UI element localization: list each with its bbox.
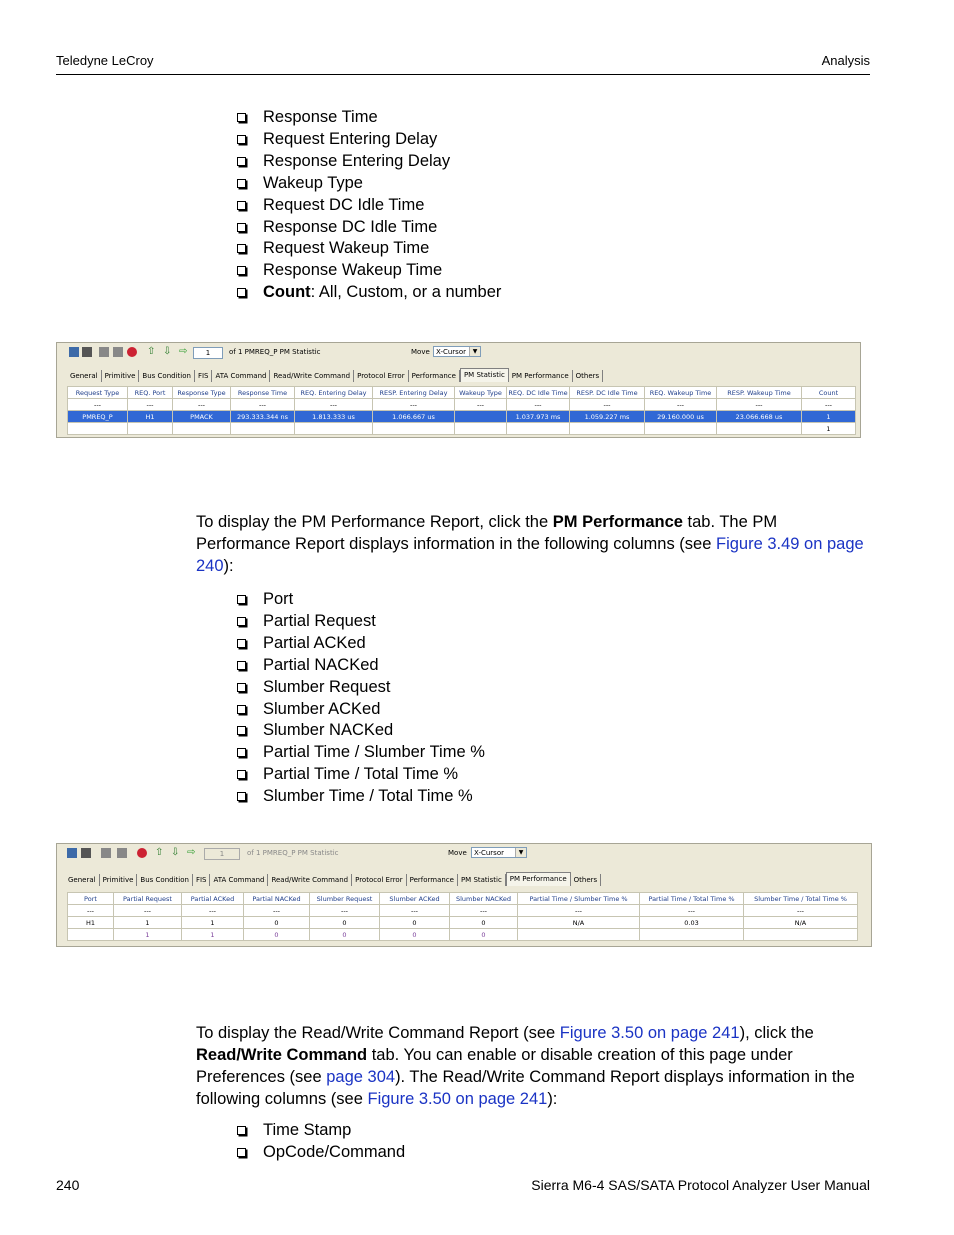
print-icon[interactable] bbox=[101, 848, 111, 858]
tab-fis[interactable]: FIS bbox=[193, 874, 211, 886]
table-cell: --- bbox=[114, 905, 182, 917]
list-item-text: Wakeup Type bbox=[263, 173, 363, 192]
table-cell: --- bbox=[295, 399, 373, 411]
tab-ata-command[interactable]: ATA Command bbox=[210, 874, 268, 886]
list-item-text: OpCode/Command bbox=[263, 1142, 406, 1161]
list-item bbox=[237, 655, 485, 677]
column-header[interactable]: RESP. Entering Delay bbox=[373, 387, 455, 399]
column-header[interactable]: Request Type bbox=[68, 387, 128, 399]
column-header[interactable]: Partial NACKed bbox=[244, 893, 310, 905]
grid-left-strip bbox=[57, 892, 67, 946]
table-cell: --- bbox=[310, 905, 380, 917]
tab-fis[interactable]: FIS bbox=[195, 370, 213, 382]
checkbox-bullet-icon bbox=[237, 157, 246, 166]
para-bold: Read/Write Command bbox=[196, 1046, 368, 1064]
table-row[interactable] bbox=[68, 929, 858, 941]
list-item bbox=[237, 195, 501, 217]
list-item bbox=[237, 173, 501, 195]
list-item bbox=[237, 699, 485, 721]
arrow-up-icon[interactable]: ⇧ bbox=[155, 847, 164, 858]
print-icon[interactable] bbox=[99, 347, 109, 357]
table-cell: --- bbox=[231, 399, 295, 411]
list-item-text: Partial ACKed bbox=[263, 633, 366, 652]
list-item-bold: Count bbox=[263, 283, 311, 302]
list-item-text: Partial NACKed bbox=[263, 655, 379, 674]
column-header[interactable]: Slumber ACKed bbox=[380, 893, 450, 905]
tab-general[interactable]: General bbox=[67, 370, 102, 382]
table-cell bbox=[295, 423, 373, 435]
table-cell bbox=[68, 423, 128, 435]
list-item bbox=[237, 217, 501, 239]
checkbox-bullet-icon bbox=[237, 770, 246, 779]
table-cell bbox=[373, 423, 455, 435]
table-row[interactable] bbox=[68, 905, 858, 917]
column-header[interactable]: Wakeup Type bbox=[455, 387, 507, 399]
table-cell: --- bbox=[570, 399, 645, 411]
tab-others[interactable]: Others bbox=[571, 874, 602, 886]
column-header[interactable]: Slumber NACKed bbox=[450, 893, 518, 905]
report-tabs bbox=[67, 370, 603, 382]
table-row[interactable] bbox=[68, 917, 858, 929]
table-cell: --- bbox=[68, 905, 114, 917]
arrow-right-icon[interactable]: ⇨ bbox=[179, 346, 188, 357]
table-cell bbox=[68, 929, 114, 941]
list-item-text: Response DC Idle Time bbox=[263, 217, 438, 236]
header-right: Analysis bbox=[821, 53, 870, 68]
list-item bbox=[237, 1120, 405, 1142]
figure-link[interactable]: Figure 3.49 on page 240 bbox=[196, 535, 864, 575]
column-header[interactable]: REQ. DC Idle Time bbox=[508, 388, 568, 397]
checkbox-bullet-icon bbox=[237, 617, 246, 626]
column-header[interactable]: Partial ACKed bbox=[182, 893, 244, 905]
table-cell: --- bbox=[68, 399, 128, 411]
table-cell bbox=[507, 423, 570, 435]
column-header[interactable]: RESP. Wakeup Time bbox=[717, 387, 802, 399]
list-item-text: Partial Time / Total Time % bbox=[263, 765, 459, 784]
checkbox-bullet-icon bbox=[237, 223, 246, 232]
column-header[interactable]: REQ. Entering Delay bbox=[295, 387, 373, 399]
list-item-text: Request Entering Delay bbox=[263, 129, 438, 148]
list-item-text: Partial Time / Slumber Time % bbox=[263, 743, 485, 762]
list-item-text: Slumber ACKed bbox=[263, 699, 381, 718]
table-cell: 0 bbox=[244, 929, 310, 941]
manual-title: Sierra M6-4 SAS/SATA Protocol Analyzer User Manual bbox=[531, 1177, 870, 1193]
table-cell: 0 bbox=[380, 917, 450, 929]
tab-bus-condition[interactable]: Bus Condition bbox=[137, 874, 193, 886]
table-row[interactable] bbox=[68, 423, 856, 435]
report-tabs bbox=[65, 874, 601, 886]
disk-icon[interactable] bbox=[81, 848, 91, 858]
page-number-input[interactable]: 1 bbox=[193, 347, 223, 359]
page-info-text: of 1 PMREQ_P PM Statistic bbox=[229, 348, 321, 356]
table-cell: 1.066.667 us bbox=[373, 411, 455, 423]
table-cell bbox=[231, 423, 295, 435]
list-item bbox=[237, 238, 501, 260]
checkbox-bullet-icon bbox=[237, 595, 246, 604]
table-row[interactable] bbox=[68, 411, 856, 423]
list-item-text: Request Wakeup Time bbox=[263, 239, 430, 258]
arrow-up-icon[interactable]: ⇧ bbox=[147, 346, 156, 357]
list-item-text: : All, Custom, or a number bbox=[310, 283, 502, 302]
table-cell bbox=[128, 423, 173, 435]
checkbox-bullet-icon bbox=[237, 661, 246, 670]
list-item-text: Time Stamp bbox=[263, 1121, 352, 1139]
table-cell: --- bbox=[244, 905, 310, 917]
arrow-down-icon[interactable]: ⇩ bbox=[171, 847, 180, 858]
checkbox-bullet-icon bbox=[237, 639, 246, 648]
pm-performance-screenshot bbox=[56, 843, 872, 947]
tab-read-write-command[interactable]: Read/Write Command bbox=[270, 370, 354, 382]
pm-performance-table bbox=[67, 892, 858, 941]
toolbar bbox=[57, 343, 860, 361]
para-text: ): bbox=[547, 1090, 558, 1108]
list-item bbox=[237, 151, 501, 173]
table-cell: H1 bbox=[128, 411, 173, 423]
list-item bbox=[237, 282, 501, 304]
print-preview-icon[interactable] bbox=[117, 848, 127, 858]
list-item-text: Response Wakeup Time bbox=[263, 261, 443, 280]
chart-icon[interactable] bbox=[127, 347, 137, 357]
table-cell: 1.813.333 us bbox=[295, 411, 373, 423]
table-cell: --- bbox=[450, 905, 518, 917]
list-item bbox=[237, 589, 485, 611]
tab-pm-statistic[interactable]: PM Statistic bbox=[458, 874, 506, 886]
chevron-down-icon[interactable]: ▼ bbox=[469, 347, 480, 356]
table-cell: --- bbox=[640, 905, 744, 917]
checkbox-bullet-icon bbox=[237, 705, 246, 714]
checkbox-bullet-icon bbox=[237, 683, 246, 692]
table-cell bbox=[455, 411, 507, 423]
para-text: ): bbox=[223, 557, 234, 575]
table-cell: 1 bbox=[182, 917, 244, 929]
list-item bbox=[237, 786, 485, 808]
pm-statistic-table bbox=[67, 386, 856, 435]
table-cell: --- bbox=[455, 399, 507, 411]
tab-protocol-error[interactable]: Protocol Error bbox=[354, 370, 409, 382]
table-cell: --- bbox=[182, 905, 244, 917]
tab-general[interactable]: General bbox=[65, 874, 100, 886]
pm-performance-paragraph bbox=[196, 511, 876, 577]
move-select-value: X-Cursor bbox=[474, 849, 504, 857]
table-cell bbox=[518, 929, 640, 941]
bullet-list-readwrite-columns bbox=[237, 1120, 405, 1164]
column-header[interactable]: Partial Time / Total Time % bbox=[640, 893, 744, 905]
list-item bbox=[237, 107, 501, 129]
checkbox-bullet-icon bbox=[237, 179, 246, 188]
move-label: Move bbox=[448, 849, 467, 857]
bullet-list-performance-columns bbox=[237, 589, 485, 808]
para-text: To display the PM Performance Report, click the bbox=[196, 513, 553, 531]
tab-performance[interactable]: Performance bbox=[409, 370, 460, 382]
column-header[interactable]: Count bbox=[802, 387, 856, 399]
list-item-text: Partial Request bbox=[263, 611, 376, 630]
column-header[interactable]: REQ. Port bbox=[128, 387, 173, 399]
para-text: tab. You can enable or disable creation of this page under Preferences (see bbox=[196, 1046, 793, 1086]
para-text: To display the Read/Write Command Report (see bbox=[196, 1024, 560, 1042]
column-header[interactable]: Slumber Request bbox=[310, 893, 380, 905]
table-cell bbox=[717, 423, 802, 435]
page-number-input[interactable]: 1 bbox=[204, 848, 240, 860]
list-item bbox=[237, 720, 485, 742]
table-cell: N/A bbox=[518, 917, 640, 929]
toolbar bbox=[57, 844, 871, 862]
table-cell: 0 bbox=[310, 929, 380, 941]
tab-pm-performance[interactable]: PM Performance bbox=[509, 370, 573, 382]
figure-link[interactable]: Figure 3.50 on page 241 bbox=[559, 1024, 740, 1042]
table-cell: --- bbox=[128, 399, 173, 411]
table-cell: 0.03 bbox=[640, 917, 744, 929]
tab-read-write-command[interactable]: Read/Write Command bbox=[268, 874, 352, 886]
list-item-text: Slumber Request bbox=[263, 677, 391, 696]
figure-link[interactable]: Figure 3.50 on page 241 bbox=[367, 1090, 548, 1108]
chevron-down-icon[interactable]: ▼ bbox=[515, 848, 526, 857]
table-cell: 29.160.000 us bbox=[645, 411, 717, 423]
column-header[interactable]: Response Time bbox=[231, 387, 295, 399]
page-link[interactable]: page 304 bbox=[326, 1068, 396, 1086]
list-item-text: Slumber NACKed bbox=[263, 721, 394, 740]
table-cell: H1 bbox=[68, 917, 114, 929]
move-select-value: X-Cursor bbox=[436, 348, 466, 356]
table-cell: 293.333.344 ns bbox=[231, 411, 295, 423]
list-item bbox=[237, 764, 485, 786]
header-rule bbox=[56, 74, 870, 75]
column-header[interactable]: Response Type bbox=[173, 387, 231, 399]
checkbox-bullet-icon bbox=[237, 1148, 246, 1157]
checkbox-bullet-icon bbox=[237, 113, 246, 122]
table-cell bbox=[173, 423, 231, 435]
table-cell: 1.037.973 ms bbox=[507, 411, 570, 423]
checkbox-bullet-icon bbox=[237, 792, 246, 801]
tab-bus-condition[interactable]: Bus Condition bbox=[139, 370, 195, 382]
table-cell: --- bbox=[380, 905, 450, 917]
column-header[interactable]: Port bbox=[68, 893, 114, 905]
table-cell bbox=[744, 929, 858, 941]
chart-icon[interactable] bbox=[137, 848, 147, 858]
table-cell: 0 bbox=[244, 917, 310, 929]
checkbox-bullet-icon bbox=[237, 288, 246, 297]
table-cell: --- bbox=[744, 905, 858, 917]
table-cell bbox=[640, 929, 744, 941]
bullet-list-statistic-columns bbox=[237, 107, 501, 304]
table-cell: --- bbox=[373, 399, 455, 411]
list-item bbox=[237, 677, 485, 699]
tab-primitive[interactable]: Primitive bbox=[102, 370, 140, 382]
table-header-row bbox=[68, 893, 858, 905]
list-item bbox=[237, 611, 485, 633]
table-cell: 1 bbox=[182, 929, 244, 941]
checkbox-bullet-icon bbox=[237, 726, 246, 735]
checkbox-bullet-icon bbox=[237, 748, 246, 757]
pm-statistic-screenshot bbox=[56, 342, 861, 438]
tab-others[interactable]: Others bbox=[573, 370, 604, 382]
list-item-text: Response Entering Delay bbox=[263, 151, 451, 170]
table-row[interactable] bbox=[68, 399, 856, 411]
column-header[interactable]: RESP. DC Idle Time bbox=[570, 387, 645, 399]
save-icon[interactable] bbox=[69, 347, 79, 357]
page-number: 240 bbox=[56, 1177, 80, 1193]
list-item-text: Response Time bbox=[263, 108, 378, 126]
checkbox-bullet-icon bbox=[237, 1126, 246, 1135]
list-item bbox=[237, 129, 501, 151]
move-select[interactable] bbox=[433, 346, 481, 357]
table-cell bbox=[455, 423, 507, 435]
table-cell: 0 bbox=[310, 917, 380, 929]
table-cell: --- bbox=[645, 399, 717, 411]
tab-ata-command[interactable]: ATA Command bbox=[212, 370, 270, 382]
save-icon[interactable] bbox=[67, 848, 77, 858]
page-info-text: of 1 PMREQ_P PM Statistic bbox=[247, 849, 339, 857]
column-header[interactable]: Partial Request bbox=[114, 893, 182, 905]
table-cell: 1 bbox=[114, 929, 182, 941]
table-cell: 1 bbox=[802, 423, 856, 435]
list-item bbox=[237, 633, 485, 655]
tab-performance[interactable]: Performance bbox=[407, 874, 458, 886]
table-header-row bbox=[68, 387, 856, 399]
table-cell: --- bbox=[173, 399, 231, 411]
para-text: ), click the bbox=[739, 1024, 814, 1042]
arrow-down-icon[interactable]: ⇩ bbox=[163, 346, 172, 357]
table-cell bbox=[570, 423, 645, 435]
column-header[interactable]: Partial Time / Slumber Time % bbox=[518, 893, 640, 905]
table-cell: 1 bbox=[114, 917, 182, 929]
table-cell: 0 bbox=[450, 917, 518, 929]
tab-pm-statistic[interactable]: PM Statistic bbox=[460, 368, 509, 382]
column-header[interactable]: Slumber Time / Total Time % bbox=[744, 893, 858, 905]
table-cell: PMACK bbox=[173, 411, 231, 423]
table-cell: 1 bbox=[802, 411, 856, 423]
table-cell bbox=[645, 423, 717, 435]
table-cell: --- bbox=[507, 399, 570, 411]
header-left: Teledyne LeCroy bbox=[56, 53, 154, 68]
move-select[interactable] bbox=[471, 847, 527, 858]
table-cell: 0 bbox=[380, 929, 450, 941]
tab-primitive[interactable]: Primitive bbox=[100, 874, 138, 886]
list-item bbox=[237, 260, 501, 282]
arrow-right-icon[interactable]: ⇨ bbox=[187, 847, 196, 858]
table-cell: --- bbox=[717, 399, 802, 411]
table-cell: PMREQ_P bbox=[68, 411, 128, 423]
list-item-text: Request DC Idle Time bbox=[263, 195, 425, 214]
disk-icon[interactable] bbox=[82, 347, 92, 357]
read-write-paragraph bbox=[196, 1022, 876, 1110]
list-item-text: Port bbox=[263, 590, 294, 608]
list-item bbox=[237, 742, 485, 764]
checkbox-bullet-icon bbox=[237, 244, 246, 253]
move-label: Move bbox=[411, 348, 430, 356]
table-cell: --- bbox=[802, 399, 856, 411]
table-cell: 0 bbox=[450, 929, 518, 941]
column-header[interactable]: REQ. Wakeup Time bbox=[645, 387, 717, 399]
table-cell: 1.059.227 ms bbox=[570, 411, 645, 423]
para-text: ). The Read/Write Command Report displays information in the following columns (see bbox=[196, 1068, 855, 1108]
list-item bbox=[237, 1142, 405, 1164]
checkbox-bullet-icon bbox=[237, 135, 246, 144]
checkbox-bullet-icon bbox=[237, 266, 246, 275]
table-cell: 23.066.668 us bbox=[717, 411, 802, 423]
table-cell: N/A bbox=[744, 917, 858, 929]
list-item-text: Slumber Time / Total Time % bbox=[263, 787, 473, 806]
para-text: tab. The PM Performance Report displays information in the following columns (see bbox=[196, 513, 778, 553]
print-preview-icon[interactable] bbox=[113, 347, 123, 357]
tab-pm-performance[interactable]: PM Performance bbox=[506, 872, 571, 886]
para-bold: PM Performance bbox=[552, 513, 683, 531]
grid-left-strip bbox=[57, 386, 67, 437]
table-cell: --- bbox=[518, 905, 640, 917]
tab-protocol-error[interactable]: Protocol Error bbox=[352, 874, 407, 886]
checkbox-bullet-icon bbox=[237, 201, 246, 210]
